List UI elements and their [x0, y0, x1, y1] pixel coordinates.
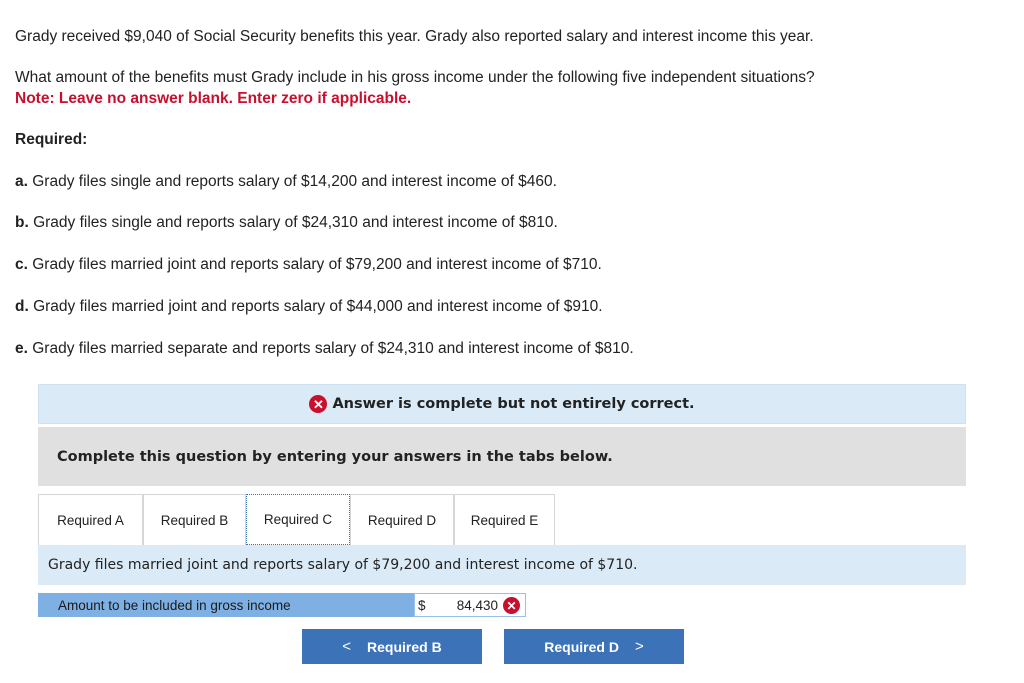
situation-e — [15, 340, 634, 358]
situation-letter: b. — [15, 214, 29, 231]
instruction-text: Complete this question by entering your answers in the tabs below. — [57, 448, 613, 465]
tab-panel-description — [38, 545, 966, 585]
answer-label: Amount to be included in gross income — [38, 593, 414, 617]
required-heading: Required: — [15, 131, 88, 148]
tab-required-e[interactable]: Required E — [454, 494, 555, 545]
tab-required-c[interactable]: Required C — [246, 494, 350, 545]
situation-d — [15, 298, 603, 316]
instruction-banner — [38, 427, 966, 486]
amount-input[interactable] — [414, 593, 526, 617]
prev-required-button[interactable] — [302, 629, 482, 664]
prev-button-label: Required B — [367, 638, 442, 655]
answer-row — [38, 593, 526, 617]
situation-letter: c. — [15, 256, 28, 273]
currency-symbol: $ — [418, 597, 426, 613]
next-required-button[interactable] — [504, 629, 684, 664]
situation-b — [15, 214, 558, 232]
next-button-label: Required D — [544, 638, 619, 655]
question-note: Note: Leave no answer blank. Enter zero if applicable. — [15, 90, 412, 107]
situation-text: Grady files married joint and reports salary of $44,000 and interest income of $910. — [28, 298, 603, 315]
tab-required-b[interactable]: Required B — [143, 494, 246, 545]
situation-letter: e. — [15, 340, 28, 357]
feedback-banner — [38, 384, 966, 424]
question-prompt: What amount of the benefits must Grady include in his gross income under the following five independent situations? — [15, 69, 815, 86]
tab-required-a[interactable]: Required A — [38, 494, 143, 545]
situation-a — [15, 173, 557, 191]
tab-required-d[interactable]: Required D — [350, 494, 454, 545]
chevron-left-icon: < — [342, 638, 352, 655]
situation-letter: a. — [15, 173, 28, 190]
situation-letter: d. — [15, 298, 29, 315]
panel-description-text: Grady files married joint and reports salary of $79,200 and interest income of $710. — [48, 557, 638, 573]
question-intro: Grady received $9,040 of Social Security benefits this year. Grady also reported salary and interest income this year. — [15, 28, 814, 45]
incorrect-icon: ✕ — [503, 597, 520, 614]
feedback-text: Answer is complete but not entirely correct. — [332, 396, 695, 412]
situation-c — [15, 256, 602, 274]
amount-value[interactable]: 84,430 — [456, 598, 498, 613]
situation-text: Grady files married separate and reports salary of $24,310 and interest income of $810. — [27, 340, 634, 357]
tab-bar — [38, 494, 555, 545]
situation-text: Grady files single and reports salary of $14,200 and interest income of $460. — [27, 173, 557, 190]
situation-text: Grady files married joint and reports salary of $79,200 and interest income of $710. — [27, 256, 602, 273]
chevron-right-icon: > — [634, 638, 644, 655]
x-circle-icon: ✕ — [309, 395, 327, 413]
situation-text: Grady files single and reports salary of $24,310 and interest income of $810. — [28, 214, 558, 231]
